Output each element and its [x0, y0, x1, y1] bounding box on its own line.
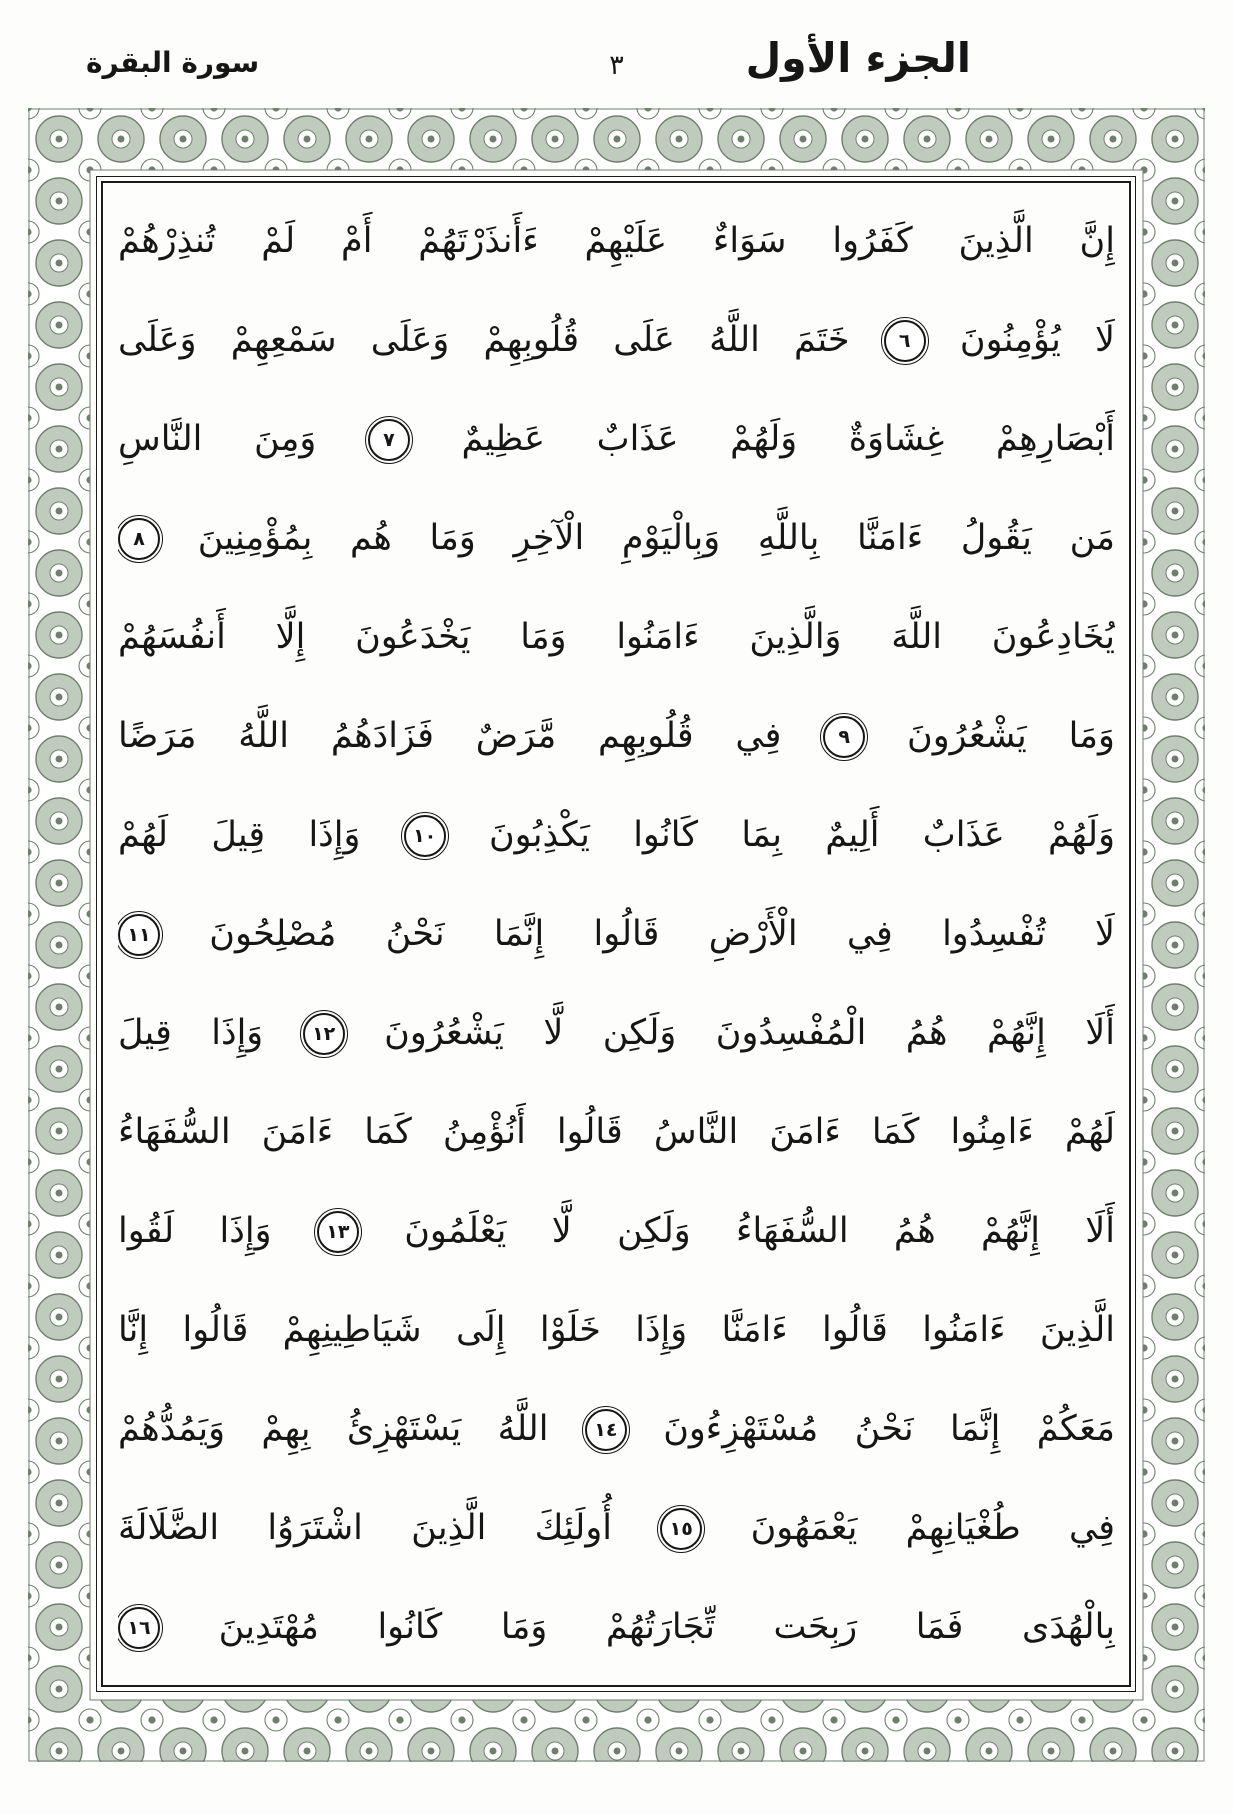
ayah-text: وَمَا يَشْعُرُونَ	[907, 716, 1115, 756]
ayah-text: لَا تُفْسِدُوا فِي الْأَرْضِ قَالُوا إِنَّمَا نَحْنُ مُصْلِحُونَ	[209, 914, 1115, 954]
ayah-text: وَإِذَا لَقُوا	[118, 1211, 272, 1251]
surah-name-header: سورة البقرة	[86, 46, 260, 79]
ayah-text: الَّذِينَ ءَامَنُوا قَالُوا ءَامَنَّا وَإِذَا خَلَوْا إِلَى شَيَاطِينِهِمْ قَالُوا إِنَّا	[118, 1310, 1115, 1350]
quran-line	[118, 1479, 1115, 1578]
ayah-text: أُولَئِكَ الَّذِينَ اشْتَرَوُا الضَّلَالَةَ	[118, 1508, 612, 1548]
quran-line	[118, 984, 1115, 1083]
ayah-text: وَإِذَا قِيلَ لَهُمْ	[118, 815, 361, 855]
verse-end-medallion	[317, 1211, 359, 1253]
quran-line	[118, 588, 1115, 687]
quran-line	[118, 390, 1115, 489]
ayah-text: فِي طُغْيَانِهِمْ يَعْمَهُونَ	[750, 1508, 1115, 1548]
ayah-text: يُخَادِعُونَ اللَّهَ وَالَّذِينَ ءَامَنُوا وَمَا يَخْدَعُونَ إِلَّا أَنفُسَهُمْ	[118, 617, 1115, 657]
verse-number: ١٦	[127, 1616, 151, 1639]
quran-line	[118, 489, 1115, 588]
verse-number: ١٢	[312, 1022, 336, 1045]
verse-end-medallion	[823, 716, 865, 758]
verse-end-medallion	[118, 914, 160, 956]
verse-end-medallion	[660, 1508, 702, 1550]
quran-line	[118, 192, 1115, 291]
ayah-text: أَبْصَارِهِمْ غِشَاوَةٌ وَلَهُمْ عَذَابٌ عَظِيمٌ	[461, 419, 1115, 459]
ayah-text: لَا يُؤْمِنُونَ	[959, 320, 1115, 360]
quran-line	[118, 885, 1115, 984]
quran-line	[118, 1380, 1115, 1479]
ayah-text: مَعَكُمْ إِنَّمَا نَحْنُ مُسْتَهْزِءُونَ	[663, 1409, 1115, 1449]
quran-line	[118, 291, 1115, 390]
ayah-text: وَإِذَا قِيلَ	[118, 1013, 264, 1053]
verse-number: ٨	[133, 527, 145, 550]
ayah-text: فِي قُلُوبِهِم مَّرَضٌ فَزَادَهُمُ اللَّهُ مَرَضًا	[118, 716, 782, 756]
verse-number: ٦	[898, 329, 911, 352]
verse-end-medallion	[585, 1409, 627, 1451]
juz-name-header: الجزء الأول	[745, 34, 971, 82]
quran-line	[118, 687, 1115, 786]
ayah-text: إِنَّ الَّذِينَ كَفَرُوا سَوَاءٌ عَلَيْهِمْ ءَأَنذَرْتَهُمْ أَمْ لَمْ تُنذِرْهُمْ	[118, 221, 1115, 261]
verse-number: ٩	[838, 725, 850, 748]
ayah-text: وَلَهُمْ عَذَابٌ أَلِيمٌ بِمَا كَانُوا يَكْذِبُونَ	[488, 815, 1115, 855]
verse-end-medallion	[303, 1013, 345, 1055]
quran-line	[118, 1182, 1115, 1281]
quran-lines	[118, 192, 1115, 1680]
ayah-text: خَتَمَ اللَّهُ عَلَى قُلُوبِهِمْ وَعَلَى سَمْعِهِمْ وَعَلَى	[118, 320, 850, 360]
ayah-text: اللَّهُ يَسْتَهْزِئُ بِهِمْ وَيَمُدُّهُمْ	[118, 1409, 549, 1449]
verse-end-medallion	[884, 320, 926, 362]
verse-number: ١١	[127, 923, 151, 946]
verse-end-medallion	[118, 518, 160, 560]
verse-number: ١٣	[326, 1220, 350, 1243]
ayah-text: أَلَا إِنَّهُمْ هُمُ السُّفَهَاءُ وَلَكِن لَّا يَعْلَمُونَ	[404, 1211, 1115, 1251]
verse-number: ١٤	[594, 1418, 618, 1441]
verse-number: ١٥	[669, 1517, 693, 1540]
quran-line	[118, 1281, 1115, 1380]
ayah-text: وَمِنَ النَّاسِ	[118, 419, 317, 459]
page-number: ٣	[609, 50, 624, 81]
quran-line	[118, 1083, 1115, 1182]
ayah-text: مَن يَقُولُ ءَامَنَّا بِاللَّهِ وَبِالْيَوْمِ الْآخِرِ وَمَا هُم بِمُؤْمِنِينَ	[197, 518, 1115, 558]
verse-end-medallion	[118, 1607, 160, 1649]
ayah-text: أَلَا إِنَّهُمْ هُمُ الْمُفْسِدُونَ وَلَكِن لَّا يَشْعُرُونَ	[384, 1013, 1115, 1053]
verse-end-medallion	[368, 419, 410, 461]
verse-number: ٧	[383, 428, 395, 451]
quran-line	[118, 1578, 1115, 1677]
ayah-text: لَهُمْ ءَامِنُوا كَمَا ءَامَنَ النَّاسُ قَالُوا أَنُؤْمِنُ كَمَا ءَامَنَ السُّفَهَاءُ	[118, 1112, 1115, 1152]
quran-line	[118, 786, 1115, 885]
ayah-text: بِالْهُدَى فَمَا رَبِحَت تِّجَارَتُهُمْ وَمَا كَانُوا مُهْتَدِينَ	[218, 1607, 1115, 1647]
verse-end-medallion	[404, 815, 446, 857]
verse-number: ١٠	[413, 824, 437, 847]
